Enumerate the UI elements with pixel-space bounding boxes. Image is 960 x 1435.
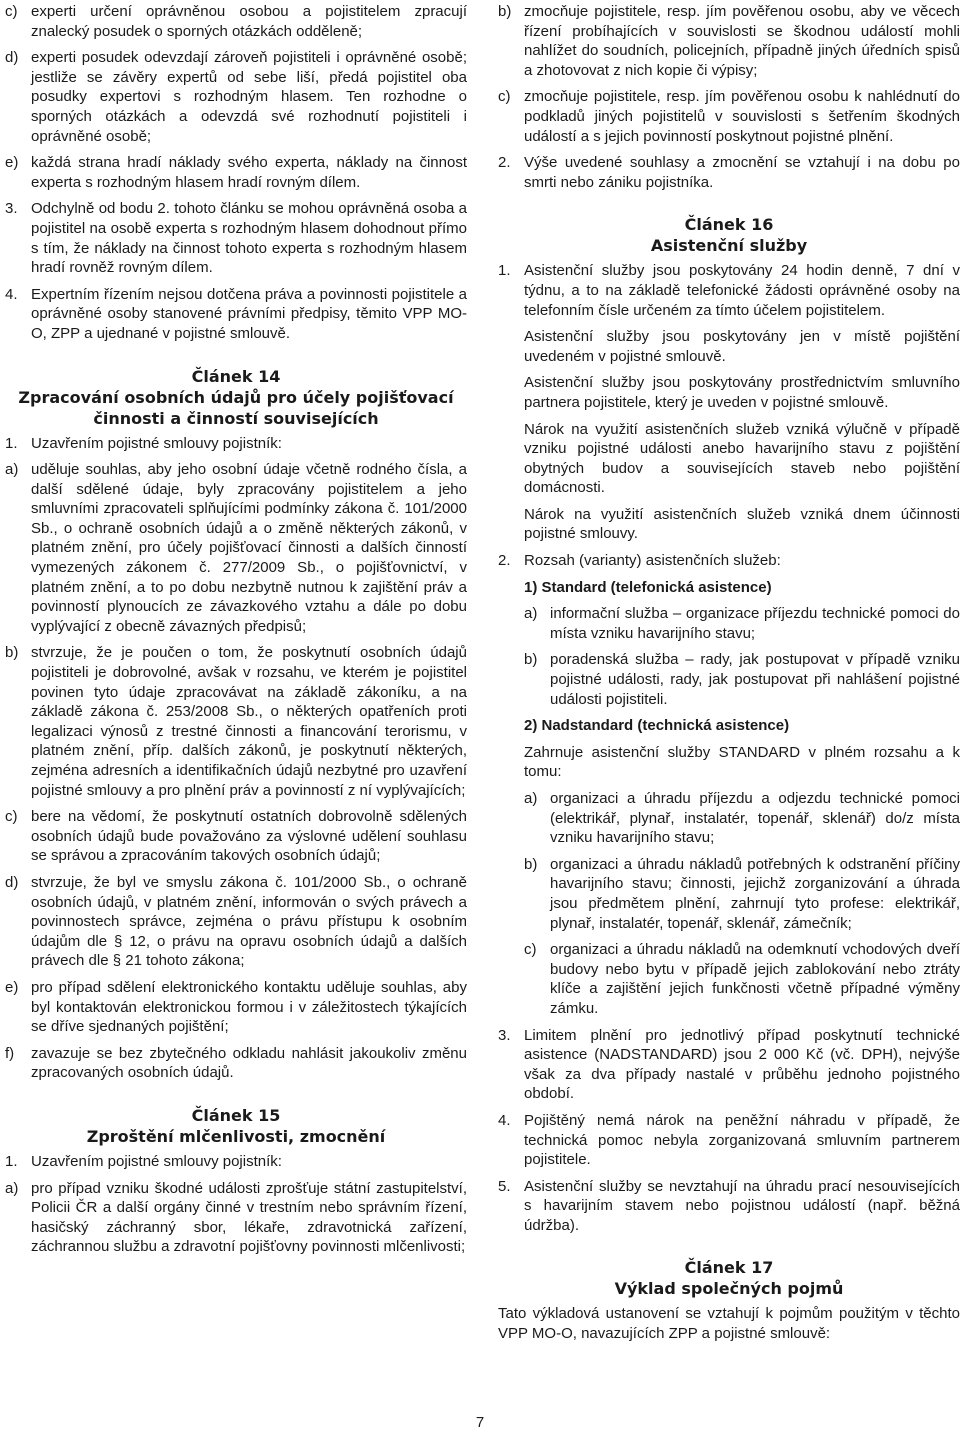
article-number: Článek 15 (191, 1105, 281, 1125)
paragraph: organizaci a úhradu nákladů na odemknutí vchodových dveří budovy nebo bytu v případě jejich zablokování nebo ztráty klíče a zajištění jejich funkčnosti včetně případné výměny zámku. (550, 941, 960, 1017)
list-marker: 3. (498, 1026, 511, 1044)
list-item (498, 551, 960, 571)
list-marker: f) (5, 1044, 15, 1062)
list-marker: d) (5, 873, 19, 891)
paragraph: každá strana hradí náklady svého experta, náklady na činnost experta s rozhodným hlasem hradí rovným dílem. (31, 154, 467, 191)
article-number: Článek 14 (191, 366, 281, 386)
list-marker: 1. (5, 434, 18, 452)
right-column (498, 2, 960, 1344)
list-item (5, 153, 467, 192)
list-marker: b) (524, 651, 538, 669)
list-marker: a) (524, 605, 538, 623)
article-15-heading (5, 1105, 467, 1147)
list-item (5, 1179, 467, 1257)
paragraph: Odchylně od bodu 2. tohoto článku se mohou oprávněná osoba a pojistitel na osobě experta s rozhodným hlasem dohodnout přímo s tím, že náklady na činnost tohoto experta s rozhodným hlasem hradí rovněž rovným dílem. (31, 200, 467, 277)
article-16-heading (498, 214, 960, 256)
paragraph: poradenská služba – rady, jak postupovat v případě vzniku pojistné události, rady, jak postupovat při nahlášení pojistné události pojistiteli. (550, 651, 960, 708)
list-item (524, 604, 960, 643)
paragraph: bere na vědomí, že poskytnutí ostatních dobrovolně sdělených osobních údajů bude považováno za výslovné udělení souhlasu se správou a zpracováním takových osobních údajů; (31, 808, 467, 865)
paragraph: Limitem plnění pro jednotlivý případ poskytnutí technické asistence (NADSTANDARD) jsou 2 000 Kč (vč. DPH), nejvýše však za dva případy nastalé v průběhu jednoho pojistného období. (524, 1026, 960, 1103)
paragraph: stvrzuje, že je poučen o tom, že poskytnutí osobních údajů pojistiteli je dobrovolné, avšak v rozsahu, ve kterém je pojistitel povinen tyto údaje zpracovávat na základě zákoníku, a na základě zákona č. 253/2008 Sb., o některých opatřeních proti legalizaci výnosů z trestné činnosti a financování terorismu, v platném znění, příp. dalších zákonů, je poskytnutí některých, zejména adresních a identifikačních údajů nezbytné pro uzavření pojistné smlouvy a pro plnění práv a povinností z ní vyplývajících; (31, 644, 467, 799)
paragraph: pro případ vzniku škodné události zprošťuje státní zastupitelství, Policii ČR a další orgány činné v trestním nebo správním řízení, hasičský záchranný sbor, lékaře, zdravotnická zařízení, záchrannou službu a zdravotní pojišťovny povinnosti mlčenlivosti; (31, 1179, 467, 1256)
left-column (5, 2, 467, 1264)
paragraph: uděluje souhlas, aby jeho osobní údaje včetně rodného čísla, a další sdělené údaje, byly zpracovány pojistitelem a jeho smluvními zpracovateli splňujícími podmínky zákona č. 101/2000 Sb., o ochraně osobních údajů a o změně některých zákonů, v platném znění, pro účely pojišťovací činnosti a dalších činností vymezených zákonem č. 277/2009 Sb., o pojišťovnictví, v platném znění, a to po dobu nezbytně nutnou k zajištění práv a povinností plynoucích ze závazkového vztahu a dále po dobu vyplývající z obecně závazných předpisů; (31, 461, 467, 635)
paragraph: zmocňuje pojistitele, resp. jím pověřenou osobu, aby ve věcech řízení probíhajících v souvislosti se škodnou událostí mohli nahlížet do soudních, policejních, případně jiných úředních spisů a zhotovovat z nich kopie či výpisy; (524, 3, 960, 79)
list-marker: 1. (5, 1152, 18, 1170)
list-item (524, 789, 960, 848)
article-title: Zproštění mlčenlivosti, zmocnění (86, 1126, 386, 1146)
subheading: 2) Nadstandard (technická asistence) (524, 717, 790, 735)
list-marker: a) (524, 790, 538, 807)
list-marker: 4. (5, 285, 18, 303)
article-title: Zpracování osobních údajů pro účely pojišťovací činnosti a činností souvisejících (18, 387, 454, 428)
paragraph: Tato výkladová ustanovení se vztahují k pojmům použitým v těchto VPP MO-O, navazujících ZPP a pojistné smlouvě: (498, 1305, 960, 1343)
paragraph: Asistenční služby jsou poskytovány prostřednictvím smluvního partnera pojistitele, který je uveden v pojistné smlouvě. (524, 374, 960, 411)
list-item (498, 2, 960, 80)
list-item (5, 285, 467, 344)
paragraph: pro případ sdělení elektronického kontaktu uděluje souhlas, aby byl kontaktován elektronickou formou i v záležitostech týkajících se dříve sjednaných pojištění; (31, 978, 467, 1036)
list-marker: 1. (498, 262, 511, 280)
list-marker: b) (498, 3, 512, 20)
list-marker: c) (524, 941, 537, 959)
paragraph: Uzavřením pojistné smlouvy pojistník: (31, 1152, 282, 1170)
paragraph: Expertním řízením nejsou dotčena práva a povinnosti pojistitele a oprávněné osoby stanovené právními předpisy, těmito VPP MO-O, ZPP a ujednané v pojistné smlouvě. (31, 285, 467, 342)
list-item (5, 460, 467, 636)
list-marker: c) (5, 3, 18, 20)
paragraph: experti posudek odevzdají zároveň pojistiteli i oprávněné osobě; jestliže se závěry expertů od sebe liší, předá pojistitel oba posudky expertovi s rozhodným hlasem. Ten rozhodne o sporných otázkách a odevzdá své rozhodnutí pojistiteli i oprávněné osobě; (31, 49, 467, 145)
article-title: Výklad společných pojmů (614, 1279, 844, 1299)
list-marker: e) (5, 154, 19, 172)
paragraph: Nárok na využití asistenčních služeb vzniká výlučně v případě vzniku pojistné události anebo havarijního stavu z pojištění obytných budov a souvisejících staveb nebo pojištění domácnosti. (524, 420, 960, 497)
article-14-heading (5, 366, 467, 429)
list-item (524, 855, 960, 933)
paragraph: experti určení oprávněnou osobou a pojistitelem zpracují znalecký posudek o sporných otázkách odděleně; (31, 3, 467, 40)
paragraph: informační služba – organizace příjezdu technické pomoci do místa vzniku havarijního stavu; (550, 605, 960, 642)
paragraph: Asistenční služby jsou poskytovány jen v místě pojištění uvedeném v pojistné smlouvě. (524, 328, 960, 365)
list-item (5, 1044, 467, 1083)
list-marker: 4. (498, 1111, 511, 1129)
list-item (498, 1026, 960, 1104)
article-17-heading (498, 1257, 960, 1299)
list-item (5, 48, 467, 146)
paragraph: zmocňuje pojistitele, resp. jím pověřenou osobu k nahlédnutí do podkladů jiných pojistitelů v souvislosti s šetřením škodných událostí a s jejich povinností poskytnout pojistné plnění. (524, 88, 960, 145)
list-item (5, 978, 467, 1037)
paragraph: Asistenční služby jsou poskytovány 24 hodin denně, 7 dní v týdnu, a to na základě telefonické žádosti oprávněné osoby na telefonním čísle určeném za tímto účelem pojistitelem. (524, 262, 960, 319)
paragraph: Pojištěný nemá nárok na peněžní náhradu v případě, že technická pomoc nebyla zorganizovaná smluvním partnerem pojistitele. (524, 1111, 960, 1169)
list-marker: b) (524, 855, 538, 873)
list-item (5, 807, 467, 866)
list-marker: a) (5, 1179, 19, 1197)
list-item (5, 873, 467, 971)
paragraph: organizaci a úhradu příjezdu a odjezdu technické pomoci (elektrikář, plynař, instalatér, topenář, sklenář) do/z místa vzniku havarijního stavu; (550, 790, 960, 847)
list-marker: c) (5, 808, 18, 826)
list-item (498, 1111, 960, 1170)
list-marker: 5. (498, 1177, 511, 1195)
paragraph: Výše uvedené souhlasy a zmocnění se vztahují i na dobu po smrti nebo zániku pojistníka. (524, 154, 960, 191)
paragraph: organizaci a úhradu nákladů potřebných k odstranění příčiny havarijního stavu; činnosti, jejichž zorganizování a úhrada jsou předmětem plnění, zahrnují tyto profese: elektrikář, plynař, instalatér, topenář, sklenář, zámečník; (550, 855, 960, 932)
list-item (5, 1152, 467, 1172)
list-item (5, 2, 467, 41)
list-item (5, 199, 467, 277)
paragraph: stvrzuje, že byl ve smyslu zákona č. 101/2000 Sb., o ochraně osobních údajů, v platném znění, informován o svých právech a povinnostech správce, zejména o právu přístupu k osobním údajům dle § 12, o právu na opravu osobních údajů a dalších právech dle § 21 tohoto zákona; (31, 873, 467, 970)
list-marker: a) (5, 461, 19, 479)
article-title: Asistenční služby (650, 236, 808, 256)
list-item (524, 940, 960, 1018)
article-number: Článek 16 (684, 215, 774, 235)
paragraph: Uzavřením pojistné smlouvy pojistník: (31, 434, 282, 452)
paragraph: Rozsah (varianty) asistenčních služeb: (524, 552, 781, 570)
subheading: 1) Standard (telefonická asistence) (524, 578, 772, 596)
list-item (5, 434, 467, 454)
list-item (498, 1177, 960, 1236)
list-item (498, 261, 960, 320)
list-item (524, 650, 960, 709)
list-marker: e) (5, 978, 19, 996)
list-item (498, 153, 960, 192)
paragraph: Asistenční služby se nevztahují na úhradu prací nesouvisejících s havarijním stavem nebo pojistnou událostí (např. běžná údržba). (524, 1177, 960, 1234)
paragraph: Nárok na využití asistenčních služeb vzniká dnem účinnosti pojistné smlouvy. (524, 505, 960, 543)
list-marker: 3. (5, 200, 18, 218)
list-marker: d) (5, 49, 19, 67)
article-number: Článek 17 (684, 1258, 774, 1278)
list-item (5, 643, 467, 800)
list-marker: c) (498, 88, 511, 106)
paragraph: zavazuje se bez zbytečného odkladu nahlásit jakoukoliv změnu zpracovaných osobních údajů. (31, 1044, 467, 1082)
list-marker: b) (5, 644, 19, 662)
paragraph: Zahrnuje asistenční služby STANDARD v plném rozsahu a k tomu: (524, 743, 960, 781)
page-number: 7 (475, 1414, 485, 1431)
list-marker: 2. (498, 552, 511, 570)
list-item (498, 87, 960, 146)
list-marker: 2. (498, 154, 511, 172)
